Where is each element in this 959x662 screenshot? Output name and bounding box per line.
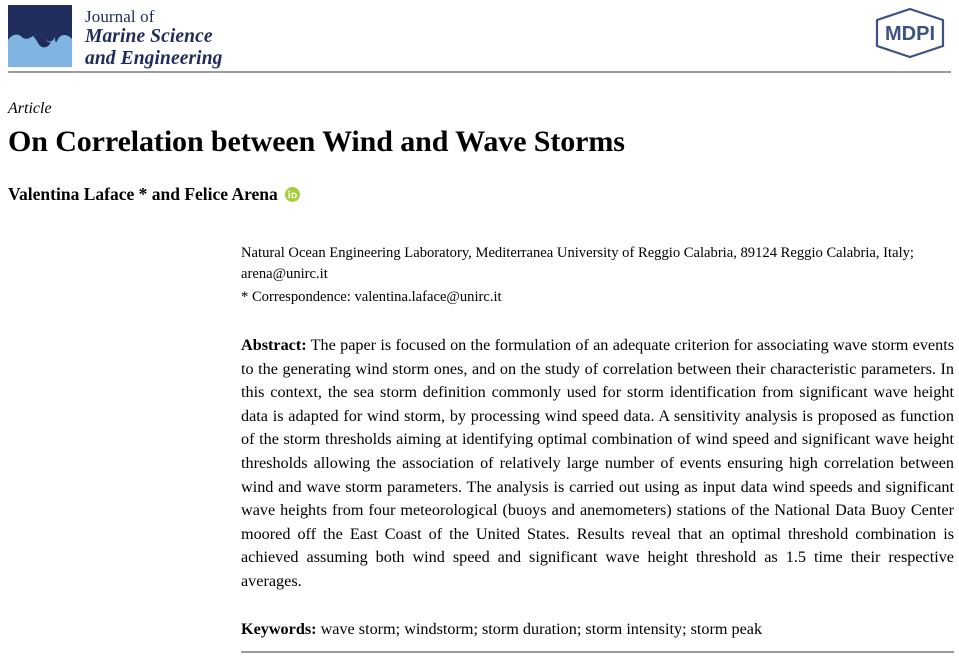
keywords-label: Keywords:	[241, 620, 317, 639]
abstract-text: The paper is focused on the formulation of an adequate criterion for associating wave storm events to the generating wind storm ones, and on the study of correlation between their characteristic parameters. In this context, the sea storm definition commonly used for storm identification from significant wave height data is adapted for wind storm, by processing wind speed data. A sensitivity analysis is proposed as function of the storm thresholds aiming at identifying optimal combination of wind speed and significant wave height thresholds allowing the association of relatively large number of events ensuring high correlation between wind and wave storm parameters. The analysis is carried out using as input data wind speeds and significant wave heights from four meteorological (buoys and anemometers) stations of the National Data Buoy Center moored off the East Coast of the United States. Results reveal that an optimal threshold combination is achieved assuming both wind speed and significant wave height threshold as 1.5 time their respective averages.	[241, 336, 954, 590]
keywords-paragraph	[241, 618, 954, 641]
correspondence-text: * Correspondence: valentina.laface@unirc.it	[241, 289, 502, 306]
author-list	[8, 184, 300, 205]
wave-logo-icon	[8, 5, 72, 67]
journal-title	[85, 5, 223, 70]
orcid-id-icon[interactable]	[285, 187, 300, 202]
article-body-column	[241, 243, 954, 642]
title-block	[8, 99, 908, 160]
page-title: On Correlation between Wind and Wave Storms	[8, 125, 625, 159]
journal-title-line-1: Journal of	[85, 7, 155, 26]
affiliation-text: Natural Ocean Engineering Laboratory, Mediterranea University of Reggio Calabria, 89124 Reggio Calabria, Italy; arena@unirc.it	[241, 245, 914, 282]
author-names: Valentina Laface * and Felice Arena	[8, 184, 278, 204]
abstract-label: Abstract:	[241, 336, 307, 355]
article-type-label: Article	[8, 100, 52, 117]
masthead-divider	[8, 71, 951, 73]
journal-brand	[0, 0, 223, 70]
mdpi-wordmark: MDPI	[885, 23, 935, 45]
masthead	[0, 0, 959, 72]
footer-divider	[241, 651, 954, 653]
abstract-paragraph	[241, 334, 954, 593]
keywords-text: wave storm; windstorm; storm duration; storm intensity; storm peak	[316, 620, 763, 639]
journal-title-line-2: Marine Science	[85, 26, 213, 48]
mdpi-hexagon-icon	[873, 6, 947, 60]
journal-title-line-3: and Engineering	[85, 47, 223, 69]
